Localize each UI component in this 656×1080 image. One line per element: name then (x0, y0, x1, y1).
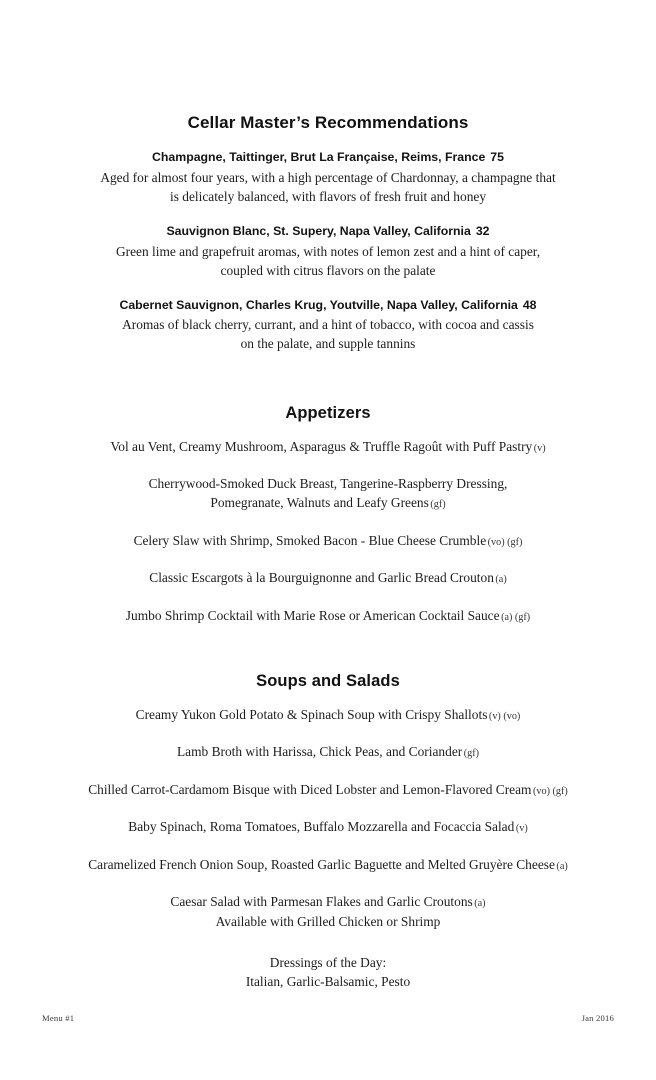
wine-price: 75 (490, 150, 504, 165)
appetizers-section-heading: Appetizers (285, 404, 371, 423)
wine-description (78, 242, 578, 280)
wine-price: 48 (522, 297, 537, 312)
footer-date: Jan 2016 (581, 1013, 614, 1023)
menu-item-line-2-wrap (58, 493, 598, 512)
page-footer (42, 1013, 614, 1023)
wine-name: Champagne, Taittinger, Brut La Française, Reims, France (152, 150, 486, 165)
menu-item-line-2: Available with Grilled Chicken or Shrimp (215, 913, 441, 929)
menu-item-tags: (v) (515, 823, 528, 835)
wine-description-line-1: Aged for almost four years, with a high percentage of Chardonnay, a champagne that (100, 169, 556, 185)
footer-menu-number: Menu #1 (42, 1013, 75, 1023)
menu-item-line-1: Celery Slaw with Shrimp, Smoked Bacon - Blue Cheese Crumble (133, 532, 487, 548)
menu-item-line-1: Vol au Vent, Creamy Mushroom, Asparagus & Truffle Ragoût with Puff Pastry (110, 438, 533, 454)
menu-item (58, 606, 598, 625)
section-spacer (38, 625, 618, 671)
menu-item-tags: (vo) (gf) (487, 536, 523, 548)
menu-item-tags: (gf) (463, 748, 480, 760)
wine-item (38, 297, 618, 354)
menu-item-line-2: Pomegranate, Walnuts and Leafy Greens (210, 495, 429, 511)
appetizers-section (38, 403, 618, 625)
wine-name-line (38, 297, 618, 314)
wine-description-line-2: is delicately balanced, with flavors of fresh fruit and honey (169, 188, 487, 204)
soups-salads-section-heading: Soups and Salads (256, 672, 400, 691)
wine-section-heading: Cellar Master’s Recommendations (187, 113, 469, 132)
menu-item-tags: (v) (533, 442, 546, 454)
dressings-label: Dressings of the Day: (269, 954, 387, 970)
menu-item-line-1: Chilled Carrot-Cardamom Bisque with Diced Lobster and Lemon-Flavored Cream (88, 781, 532, 797)
menu-item-line-1: Lamb Broth with Harissa, Chick Peas, and Coriander (176, 744, 463, 760)
menu-item (58, 705, 598, 724)
menu-item (58, 817, 598, 836)
menu-item (58, 437, 598, 456)
wine-description (78, 168, 578, 206)
dressings-block (38, 953, 618, 992)
wine-price: 32 (475, 223, 490, 238)
menu-item-line-1: Cherrywood-Smoked Duck Breast, Tangerine-Raspberry Dressing, (148, 476, 508, 492)
section-spacer (38, 353, 618, 403)
dressings-value: Italian, Garlic-Balsamic, Pesto (245, 974, 411, 990)
wine-item (38, 149, 618, 206)
wine-description (78, 315, 578, 353)
menu-content (38, 112, 618, 992)
menu-item-tags: (a) (474, 898, 486, 910)
menu-item (58, 780, 598, 799)
menu-item-line-1: Caramelized French Onion Soup, Roasted Garlic Baguette and Melted Gruyère Cheese (88, 856, 555, 872)
wine-description-line-2: coupled with citrus flavors on the palate (220, 262, 436, 278)
wine-item (38, 223, 618, 280)
menu-item-tags: (a) (556, 860, 568, 872)
menu-item-tags: (vo) (gf) (532, 785, 568, 797)
soups-salads-list (38, 705, 618, 931)
appetizers-list (38, 437, 618, 625)
soups-salads-section (38, 671, 618, 991)
wine-description-line-1: Aromas of black cherry, currant, and a hint of tobacco, with cocoa and cassis (122, 317, 534, 333)
menu-item-line-1: Jumbo Shrimp Cocktail with Marie Rose or American Cocktail Sauce (125, 607, 500, 623)
menu-item (58, 568, 598, 587)
menu-item-tags: (a) (495, 574, 507, 586)
menu-item (58, 531, 598, 550)
menu-item-tags: (v) (vo) (488, 710, 521, 722)
wine-name-line (38, 149, 618, 166)
wine-name: Cabernet Sauvignon, Charles Krug, Youtville, Napa Valley, California (119, 297, 518, 312)
menu-item (58, 742, 598, 761)
wine-section (38, 112, 618, 353)
menu-item (58, 855, 598, 874)
menu-item-tags: (gf) (430, 499, 446, 511)
menu-item-line-1: Caesar Salad with Parmesan Flakes and Garlic Croutons (170, 894, 473, 910)
wine-list (38, 149, 618, 353)
wine-description-line-2: on the palate, and supple tannins (240, 336, 416, 352)
wine-name-line (38, 223, 618, 240)
menu-item-line-1: Creamy Yukon Gold Potato & Spinach Soup with Crispy Shallots (135, 706, 488, 722)
menu-item-line-1: Classic Escargots à la Bourguignonne and Garlic Bread Crouton (149, 570, 494, 586)
menu-item (58, 892, 598, 931)
wine-description-line-1: Green lime and grapefruit aromas, with notes of lemon zest and a hint of caper, (115, 243, 541, 259)
menu-item (58, 474, 598, 513)
wine-name: Sauvignon Blanc, St. Supery, Napa Valley, California (166, 223, 471, 238)
menu-item-tags: (a) (gf) (501, 611, 531, 623)
menu-item-line-1: Baby Spinach, Roma Tomatoes, Buffalo Mozzarella and Focaccia Salad (128, 819, 515, 835)
